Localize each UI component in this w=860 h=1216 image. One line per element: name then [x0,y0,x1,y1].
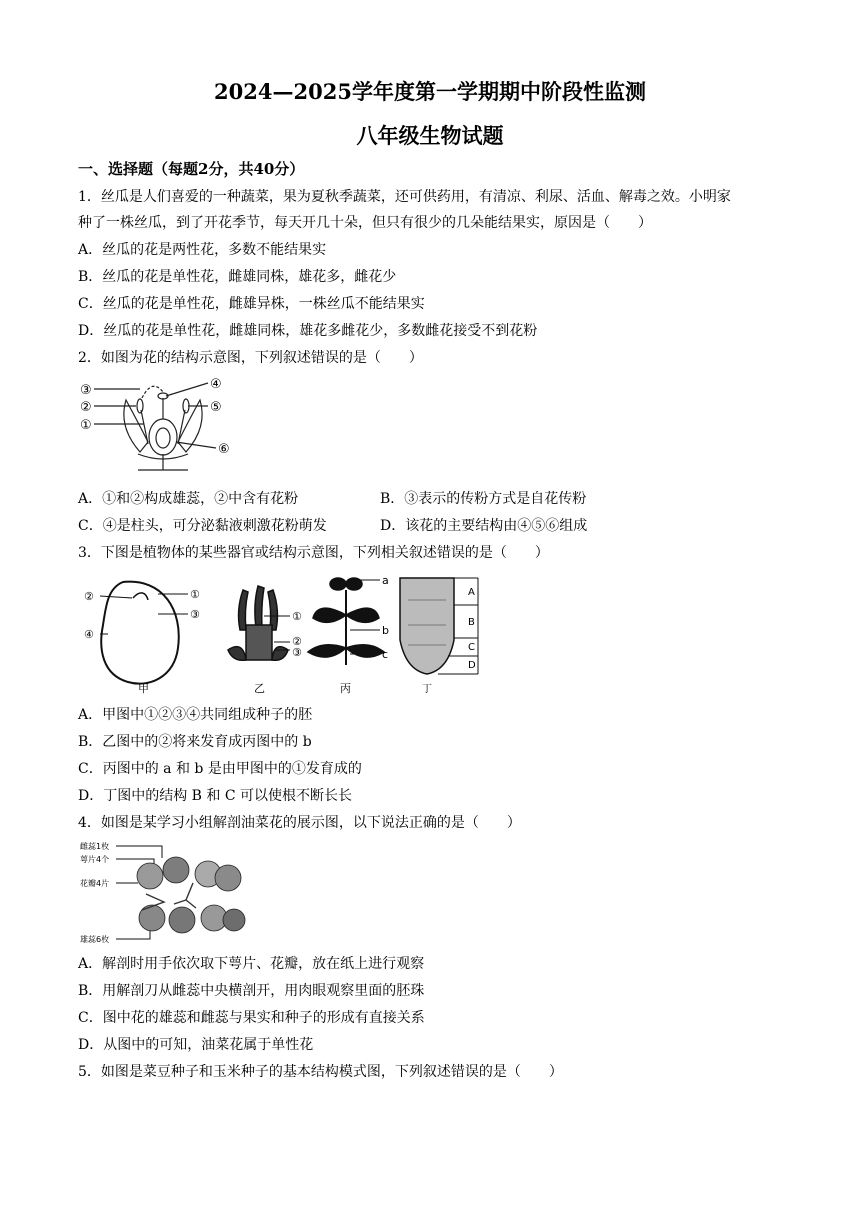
q2-option-b: B．③表示的传粉方式是自花传粉 [380,491,587,507]
q2-label-5: ⑤ [210,400,222,415]
q2-option-a: A．①和②构成雄蕊，②中含有花粉 [78,491,299,507]
q3-option-a: A．甲图中①②③④共同组成种子的胚 [78,707,313,723]
yi-label-1: ① [292,610,302,623]
bing-label-b: b [382,624,389,637]
q2-label-3: ③ [80,383,92,398]
q2-option-d: D．该花的主要结构由④⑤⑥组成 [380,518,588,534]
q4-option-c: C．图中花的雄蕊和雌蕊与果实和种子的形成有直接关系 [78,1010,425,1026]
root-tip-figure-ding [400,578,478,674]
jia-label-3: ③ [190,608,200,621]
q4-label-sepals: 萼片4个 [80,855,110,864]
bing-label-a: a [382,574,389,587]
jia-label-4: ④ [84,628,94,641]
ding-caption: 丁 [422,684,432,695]
q1-option-b: B．丝瓜的花是单性花，雌雄同株，雄花多，雌花少 [78,269,397,285]
yi-caption: 乙 [254,682,265,695]
ding-label-A: A [468,587,475,598]
q4-label-pistil: 雌蕊1枚 [80,842,110,851]
bud-figure-yi [228,586,290,660]
q2-label-2: ② [80,400,92,415]
ding-label-B: B [468,617,475,628]
ding-label-C: C [468,642,475,653]
rapeseed-flower-dissection-figure [78,838,258,948]
yi-label-3: ③ [292,646,302,659]
plant-organs-figure [78,570,498,696]
exam-subtitle: 八年级生物试题 [356,123,504,148]
yi-label-2: ② [292,635,302,648]
jia-caption: 甲 [138,682,149,695]
q3-option-b: B．乙图中的②将来发育成丙图中的 b [78,734,312,750]
q4-label-petals: 花瓣4片 [80,879,110,888]
q4-option-a: A．解剖时用手依次取下萼片、花瓣，放在纸上进行观察 [78,956,425,972]
q3-option-d: D．丁图中的结构 B 和 C 可以使根不断长长 [78,788,353,804]
q1-option-c: C．丝瓜的花是单性花，雌雄异株，一株丝瓜不能结果实 [78,296,425,312]
ding-label-D: D [468,660,476,671]
q2-stem: 2．如图为花的结构示意图，下列叙述错误的是（ ） [78,350,423,366]
bing-label-c: c [382,648,389,661]
flower-structure-figure [78,372,248,482]
seedling-figure-bing [308,578,384,665]
q1-stem-line2: 种了一株丝瓜，到了开花季节，每天开几十朵，但只有很少的几朵能结果实，原因是（ ） [78,215,652,231]
q3-option-c: C．丙图中的 a 和 b 是由甲图中的①发育成的 [78,761,362,777]
q2-label-1: ① [80,418,92,433]
exam-title: 2024—2025学年度第一学期期中阶段性监测 [214,79,646,104]
jia-label-2: ② [84,590,94,603]
q2-option-c: C．④是柱头，可分泌黏液刺激花粉萌发 [78,518,327,534]
q4-option-d: D．从图中的可知，油菜花属于单性花 [78,1037,314,1053]
section-heading: 一、选择题（每题2分，共40分） [78,160,305,178]
q4-label-stamens: 雄蕊6枚 [80,935,110,944]
q4-stem: 4．如图是某学习小组解剖油菜花的展示图，以下说法正确的是（ ） [78,815,521,831]
q1-stem-line1: 1．丝瓜是人们喜爱的一种蔬菜，果为夏秋季蔬菜，还可供药用，有清凉、利尿、活血、解毒之效。小明家 [78,189,731,205]
jia-label-1: ① [190,588,200,601]
bing-caption: 丙 [340,682,351,695]
q3-stem: 3．下图是植物体的某些器官或结构示意图，下列相关叙述错误的是（ ） [78,545,549,561]
q1-option-d: D．丝瓜的花是单性花，雌雄同株，雄花多雌花少，多数雌花接受不到花粉 [78,323,538,339]
seed-figure-jia [100,582,188,684]
q4-option-b: B．用解剖刀从雌蕊中央横剖开，用肉眼观察里面的胚珠 [78,983,425,999]
q1-option-a: A．丝瓜的花是两性花，多数不能结果实 [78,242,327,258]
q2-label-6: ⑥ [218,442,230,457]
q2-label-4: ④ [210,377,222,392]
q5-stem: 5．如图是菜豆种子和玉米种子的基本结构模式图，下列叙述错误的是（ ） [78,1064,563,1080]
